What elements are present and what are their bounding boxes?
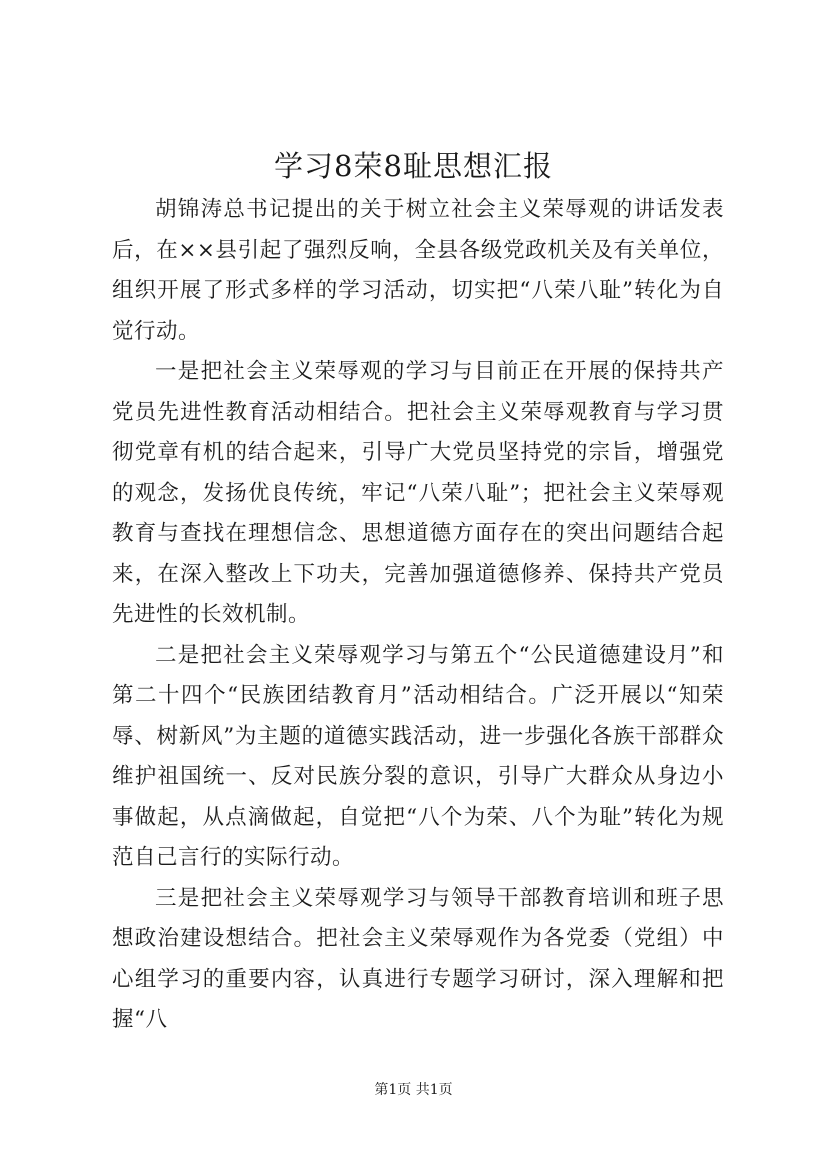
paragraph-intro: 胡锦涛总书记提出的关于树立社会主义荣辱观的讲话发表后，在××县引起了强烈反响，全县各级党政机关及有关单位，组织开展了形式多样的学习活动，切实把“八荣八耻”转化为自觉行动。 xyxy=(112,197,724,344)
paragraph-second-point: 二是把社会主义荣辱观学习与第五个“公民道德建设月”和第二十四个“民族团结教育月”活动相结合。广泛开展以“知荣辱、树新风”为主题的道德实践活动，进一步强化各族干部群众维护祖国统一、反对民族分裂的意识，引导广大群众从身边小事做起，从点滴做起，自觉把“八个为荣、八个为耻”转化为规范自己言行的实际行动。 xyxy=(112,642,724,870)
paragraph-third-point: 三是把社会主义荣辱观学习与领导干部教育培训和班子思想政治建设想结合。把社会主义荣辱观作为各党委（党组）中心组学习的重要内容，认真进行专题学习研讨，深入理解和把握“八 xyxy=(112,885,724,1032)
document-body xyxy=(112,190,724,1041)
document-title: 学习8荣8耻思想汇报 xyxy=(274,149,553,183)
page-footer: 第1页 共1页 xyxy=(374,1082,453,1098)
paragraph-first-point: 一是把社会主义荣辱观的学习与目前正在开展的保持共产党员先进性教育活动相结合。把社会主义荣辱观教育与学习贯彻党章有机的结合起来，引导广大党员坚持党的宗旨，增强党的观念，发扬优良传统，牢记“八荣八耻”；把社会主义荣辱观教育与查找在理想信念、思想道德方面存在的突出问题结合起来，在深入整改上下功夫，完善加强道德修养、保持共产党员先进性的长效机制。 xyxy=(112,359,724,627)
